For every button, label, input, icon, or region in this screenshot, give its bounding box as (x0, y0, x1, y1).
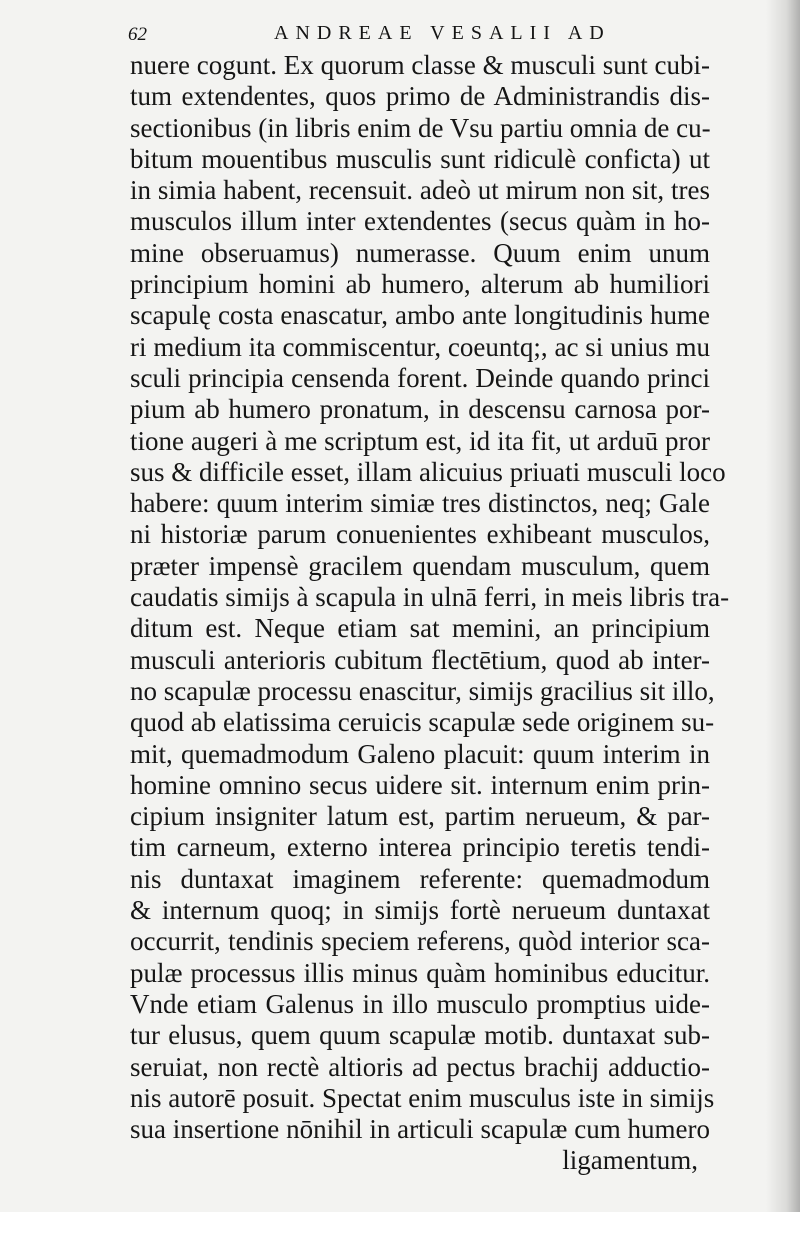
text-line: nuere cogunt. Ex quorum classe & musculi sunt cubi- (130, 50, 710, 80)
text-line: pulæ processus illis minus quàm hominibus educitur. (130, 957, 710, 988)
text-line: ri medium ita commiscentur, coeuntq;, ac si unius mu (130, 331, 710, 362)
text-line: tim carneum, externo interea principio teretis tendi- (130, 832, 710, 863)
text-line: scapulę costa enascatur, ambo ante longitudinis hume (130, 300, 710, 331)
text-line: caudatis simijs à scapula in ulnā ferri, in meis libris tra- (130, 582, 730, 613)
text-line: musculi anterioris cubitum flectētium, quod ab inter- (130, 644, 710, 675)
text-line: ditum est. Neque etiam sat memini, an principium (130, 613, 710, 644)
text-line: seruiat, non rectè altioris ad pectus brachij adductio- (130, 1051, 710, 1082)
text-line: tione augeri à me scriptum est, id ita fit, ut arduū pror (130, 425, 710, 456)
text-line: præter impensè gracilem quendam musculum, quem (130, 550, 710, 581)
text-line: principium homini ab humero, alterum ab humiliori (130, 269, 710, 300)
text-line: pium ab humero pronatum, in descensu carnosa por- (130, 394, 710, 425)
text-line: sus & difficile esset, illam alicuius priuati musculi loco (130, 456, 726, 487)
folio-number: 62 (128, 24, 147, 45)
text-line: in simia habent, recensuit. adeò ut mirum non sit, tres (130, 175, 710, 206)
text-line: & internum quoq; in simijs fortè nerueum duntaxat (130, 895, 710, 926)
text-line: habere: quum interim simiæ tres distinctos, neq; Gale (130, 488, 710, 519)
text-line: nis duntaxat imaginem referente: quemadmodum (130, 863, 710, 894)
text-line: mit, quemadmodum Galeno placuit: quum interim in (130, 738, 710, 769)
text-line: mine obseruamus) numerasse. Quum enim unum (130, 237, 710, 268)
text-line: nis autorē posuit. Spectat enim musculus iste in simijs (130, 1082, 715, 1113)
page-header (128, 18, 703, 52)
text-line: tum extendentes, quos primo de Administrandis dis- (130, 81, 710, 112)
text-line: Vnde etiam Galenus in illo musculo promptius uide- (130, 988, 710, 1019)
page-edge-shadow (766, 0, 800, 1234)
text-line: bitum mouentibus musculis sunt ridiculè conficta) ut (130, 143, 710, 174)
text-line: quod ab elatissima ceruicis scapulæ sede originem su- (130, 707, 715, 738)
text-line: no scapulæ processu enascitur, simijs gracilius sit illo, (130, 675, 715, 706)
text-line: sculi principia censenda forent. Deinde quando princi (130, 362, 710, 393)
text-line: musculos illum inter extendentes (secus quàm in ho- (130, 206, 710, 237)
running-head: ANDREAE VESALII AD (274, 22, 611, 44)
catchword: ligamentum, (562, 1145, 698, 1176)
text-line: ni historiæ parum conuenientes exhibeant musculos, (130, 519, 710, 550)
body-text (130, 50, 730, 1177)
scan-margin (0, 1212, 800, 1234)
text-line: occurrit, tendinis speciem referens, quòd interior sca- (130, 926, 710, 957)
text-line: sectionibus (in libris enim de Vsu partiu omnia de cu- (130, 112, 711, 143)
text-line: sua insertione nōnihil in articuli scapulæ cum humero (130, 1114, 710, 1145)
text-line: tur elusus, quem quum scapulæ motib. duntaxat sub- (130, 1020, 710, 1051)
text-line: cipium insigniter latum est, partim nerueum, & par- (130, 801, 710, 832)
text-line: homine omnino secus uidere sit. internum enim prin- (130, 769, 710, 800)
